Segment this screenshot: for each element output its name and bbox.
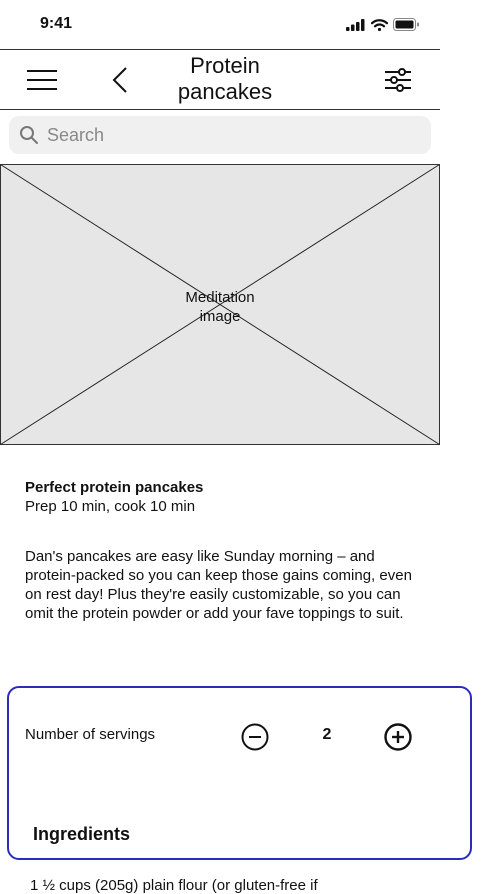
increase-servings-button[interactable] [383,722,413,752]
wifi-icon [371,19,388,31]
battery-icon [393,18,420,31]
header-bottom-divider [0,109,440,110]
back-button[interactable] [102,63,138,97]
recipe-meta [25,478,203,516]
status-icons [346,18,420,31]
page-title-line-2: pancakes [177,79,273,104]
servings-count: 2 [322,726,332,743]
header-top-divider [0,49,440,50]
ingredients-heading: Ingredients [33,824,131,844]
decrease-servings-button[interactable] [240,722,270,752]
search-bar[interactable] [9,116,431,154]
search-input[interactable] [47,125,417,146]
search-icon [19,125,39,145]
sliders-icon [384,67,412,93]
page-title [150,53,300,105]
hero-image-label-line-1: Meditation [185,289,255,306]
chevron-left-icon [112,66,128,94]
page-title-line-1: Protein [190,53,260,78]
hamburger-icon [26,69,58,91]
filter-button[interactable] [380,63,416,97]
hero-image-label [170,288,270,326]
ingredient-item: 1 ½ cups (205g) plain flour (or gluten-free if [30,877,318,894]
hero-image-label-line-2: image [199,308,241,325]
status-bar [0,0,440,50]
servings-card [7,686,472,860]
recipe-description: Dan's pancakes are easy like Sunday morning – and protein-packed so you can keep those gains coming, even on rest day! Plus they're easily customizable, so you can omit the protein powder or add your fave toppings to suit. [25,548,412,622]
nav-bar [0,51,440,109]
servings-label: Number of servings [25,726,156,743]
status-time: 9:41 [40,15,73,32]
signal-icon [346,19,366,31]
menu-button[interactable] [24,63,60,97]
recipe-name: Perfect protein pancakes [25,479,204,496]
hero-image-placeholder [0,164,440,445]
recipe-timing: Prep 10 min, cook 10 min [25,498,196,515]
